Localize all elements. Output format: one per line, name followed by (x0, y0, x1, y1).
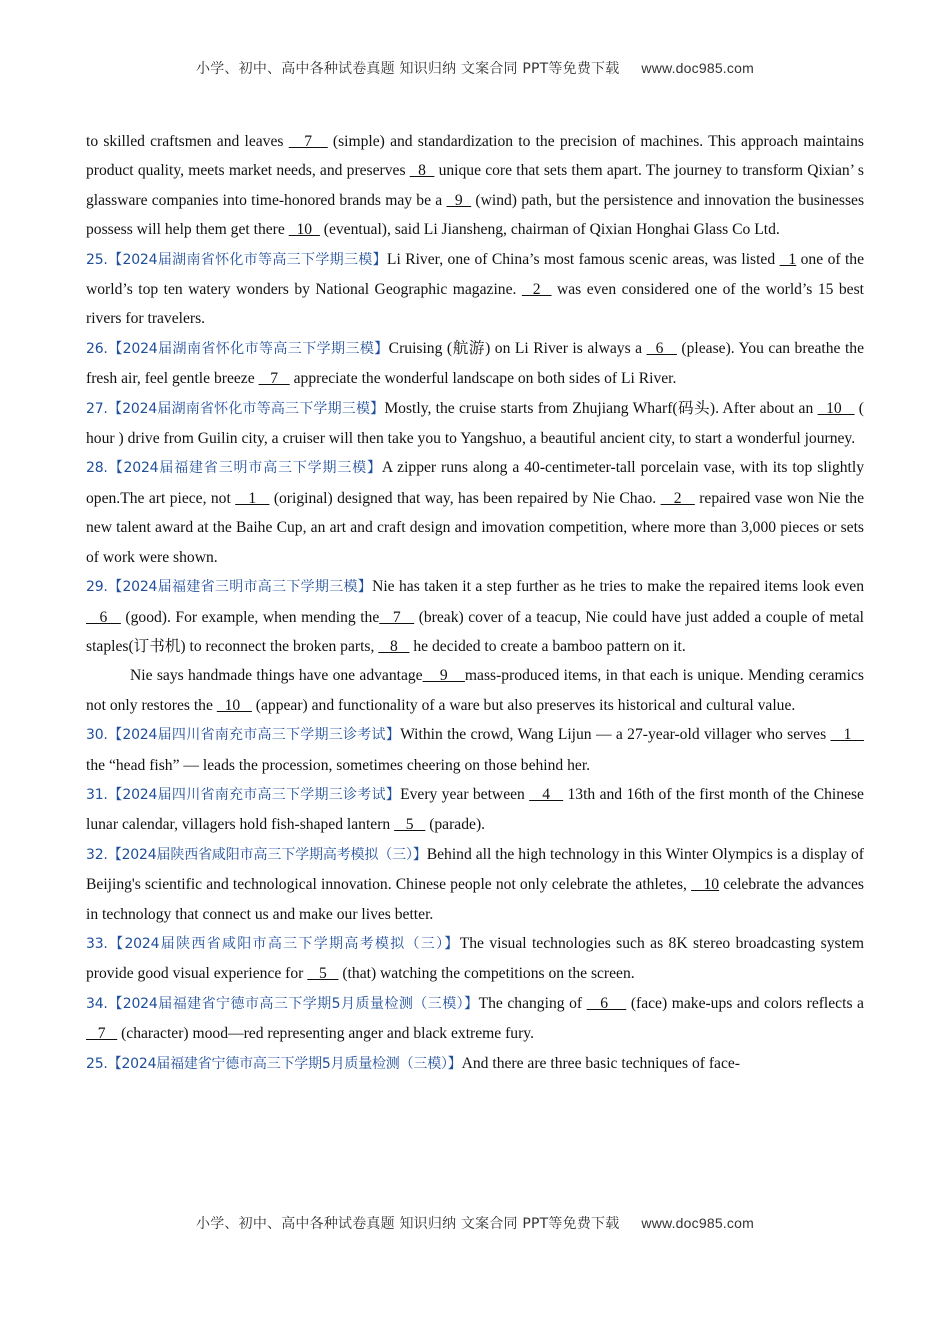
text-run: The visual technologies such as 8K stereo broadcasting system provide good visual experience for (86, 934, 864, 983)
blank-8: 8 (378, 637, 410, 655)
text-run: Every year between (400, 785, 530, 803)
question-source-tag: 31.【2024届四川省南充市高三下学期三诊考试】 (86, 786, 401, 803)
blank-7: 7 (288, 133, 328, 150)
text-run: Nie has taken it a step further as he tries to make the repaired items look even (372, 578, 864, 596)
question-29 (86, 572, 864, 661)
text-run: Behind all the high technology in this Winter Olympics is a display of Beijing's scientific and technological innovation. Chinese people not only celebrate the athletes, (86, 845, 864, 894)
document-body (86, 127, 864, 1079)
blank-6: 6 (86, 608, 121, 626)
text-run: And there are three basic techniques of face- (461, 1054, 740, 1072)
blank-7: 7 (258, 370, 290, 388)
blank-2: 2 (660, 489, 695, 507)
text-run: celebrate the advances in technology that connect us and make our lives better. (86, 876, 864, 923)
blank-6: 6 (646, 339, 677, 357)
blank-1: 1 (830, 726, 864, 744)
text-run: repaired vase won Nie the new talent award at the Baihe Cup, an art and craft design and imovation competition, where more than 3,000 pieces or sets of work were shown. (86, 489, 865, 566)
text-run: (eventual), said Li Jiansheng, chairman of Qixian Honghai Glass Co Ltd. (319, 221, 780, 239)
question-34 (86, 989, 864, 1049)
text-run: (break) cover of a teacup, Nie could have just added a couple of metal staples(订书机) to reconnect the broken parts, (86, 608, 865, 655)
question-source-tag: 33.【2024届陕西省咸阳市高三下学期高考模拟（三）】 (86, 935, 460, 952)
text-run: Within the crowd, Wang Lijun — a 27-year-old villager who serves (400, 726, 831, 744)
question-26 (86, 334, 864, 394)
text-run: (good). For example, when mending the (120, 608, 380, 626)
question-source-tag: 28.【2024届福建省三明市高三下学期三模】 (86, 460, 382, 477)
blank-9: 9 (422, 667, 465, 685)
text-run: (character) mood—red representing anger and black extreme fury. (117, 1025, 534, 1043)
blank-2: 2 (521, 281, 552, 299)
blank-9: 9 (446, 191, 472, 209)
text-run: (original) designed that way, has been repaired by Nie Chao. (269, 489, 661, 507)
text-run: (wind) path, but the persistence and innovation the businesses possess will help them get there (86, 191, 865, 239)
footer-site-link[interactable]: www.doc985.com (641, 1215, 754, 1231)
blank-10: 10 (288, 221, 320, 239)
text-run: ( hour ) drive from Guilin city, a cruiser will then take you to Yangshuo, a beautiful ancient city, to start a wonderful journey. (86, 399, 865, 448)
question-source-tag: 27.【2024届湖南省怀化市等高三下学期三模】 (86, 400, 385, 417)
text-run: A zipper runs along a 40-centimeter-tall porcelain vase, with its top slightly open.The art piece, not (86, 459, 864, 507)
text-run: appreciate the wonderful landscape on both sides of Li River. (289, 370, 677, 388)
blank-7: 7 (86, 1025, 118, 1043)
text-run: Li River, one of China’s most famous scenic areas, was listed (386, 250, 780, 268)
header-text: 小学、初中、高中各种试卷真题 知识归纳 文案合同 PPT等免费下载 (196, 61, 620, 77)
text-run: to skilled craftsmen and leaves (86, 133, 289, 150)
text-run: the “head fish” — leads the procession, sometimes cheering on those behind her. (86, 756, 591, 774)
text-run: (that) watching the competitions on the screen. (338, 965, 635, 983)
blank-6: 6 (586, 994, 627, 1012)
blank-10: 10 (691, 876, 720, 894)
text-run: (simple) and standardization to the precision of machines. This approach maintains product quality, meets market needs, and preserves (86, 133, 865, 180)
text-run: mass-produced items, in that each is unique. Mending ceramics not only restores the (86, 667, 865, 714)
text-run: (please). You can breathe the fresh air, feel gentle breeze (86, 339, 864, 388)
text-run: Nie says handmade things have one advantage (130, 667, 423, 685)
text-run: (appear) and functionality of a ware but also preserves its historical and cultural value. (251, 696, 796, 714)
question-29-paragraph-2 (86, 661, 864, 720)
blank-5: 5 (394, 816, 426, 834)
question-source-tag: 25.【2024届福建省宁德市高三下学期5月质量检测（三模）】 (86, 1055, 462, 1072)
blank-4: 4 (529, 785, 564, 803)
question-28 (86, 453, 864, 572)
footer-text: 小学、初中、高中各种试卷真题 知识归纳 文案合同 PPT等免费下载 (196, 1216, 620, 1232)
text-run: (parade). (425, 816, 486, 834)
question-source-tag: 30.【2024届四川省南充市高三下学期三诊考试】 (86, 727, 401, 744)
page-footer (0, 1213, 950, 1233)
blank-1: 1 (235, 489, 270, 507)
question-source-tag: 29.【2024届福建省三明市高三下学期三模】 (86, 579, 373, 596)
text-run: (face) make-ups and colors reflects a (626, 994, 864, 1012)
blank-7: 7 (379, 608, 415, 626)
text-run: The changing of (478, 994, 587, 1012)
question-27 (86, 394, 864, 454)
blank-10: 10 (216, 696, 252, 714)
header-site-link[interactable]: www.doc985.com (641, 60, 754, 76)
text-run: he decided to create a bamboo pattern on it. (409, 637, 686, 655)
question-source-tag: 25.【2024届湖南省怀化市等高三下学期三模】 (86, 251, 387, 268)
text-run: was even considered one of the world’s 15 best rivers for travelers. (86, 281, 864, 328)
question-35 (86, 1049, 864, 1079)
question-32 (86, 840, 864, 929)
blank-5: 5 (307, 965, 339, 983)
question-30 (86, 720, 864, 780)
blank-1: 1 (779, 250, 797, 268)
text-run: unique core that sets them apart. The journey to transform Qixian’ s glassware companies into time-honored brands may be a (86, 162, 865, 209)
question-source-tag: 26.【2024届湖南省怀化市等高三下学期三模】 (86, 340, 389, 357)
question-25 (86, 245, 864, 334)
paragraph-continuation (86, 127, 864, 245)
blank-8: 8 (409, 162, 435, 180)
blank-10: 10 (817, 399, 855, 417)
question-source-tag: 32.【2024届陕西省咸阳市高三下学期高考模拟（三）】 (86, 846, 427, 863)
text-run: one of the world’s top ten watery wonders by National Geographic magazine. (86, 250, 865, 299)
question-source-tag: 34.【2024届福建省宁德市高三下学期5月质量检测（三模）】 (86, 995, 479, 1012)
text-run: 13th and 16th of the first month of the Chinese lunar calendar, villagers hold fish-shaped lantern (86, 785, 864, 834)
text-run: Mostly, the cruise starts from Zhujiang Wharf(码头). After about an (384, 399, 818, 417)
question-33 (86, 929, 864, 989)
page-header (0, 58, 950, 78)
text-run: Cruising (航游) on Li River is always a (388, 339, 647, 357)
question-31 (86, 780, 864, 840)
